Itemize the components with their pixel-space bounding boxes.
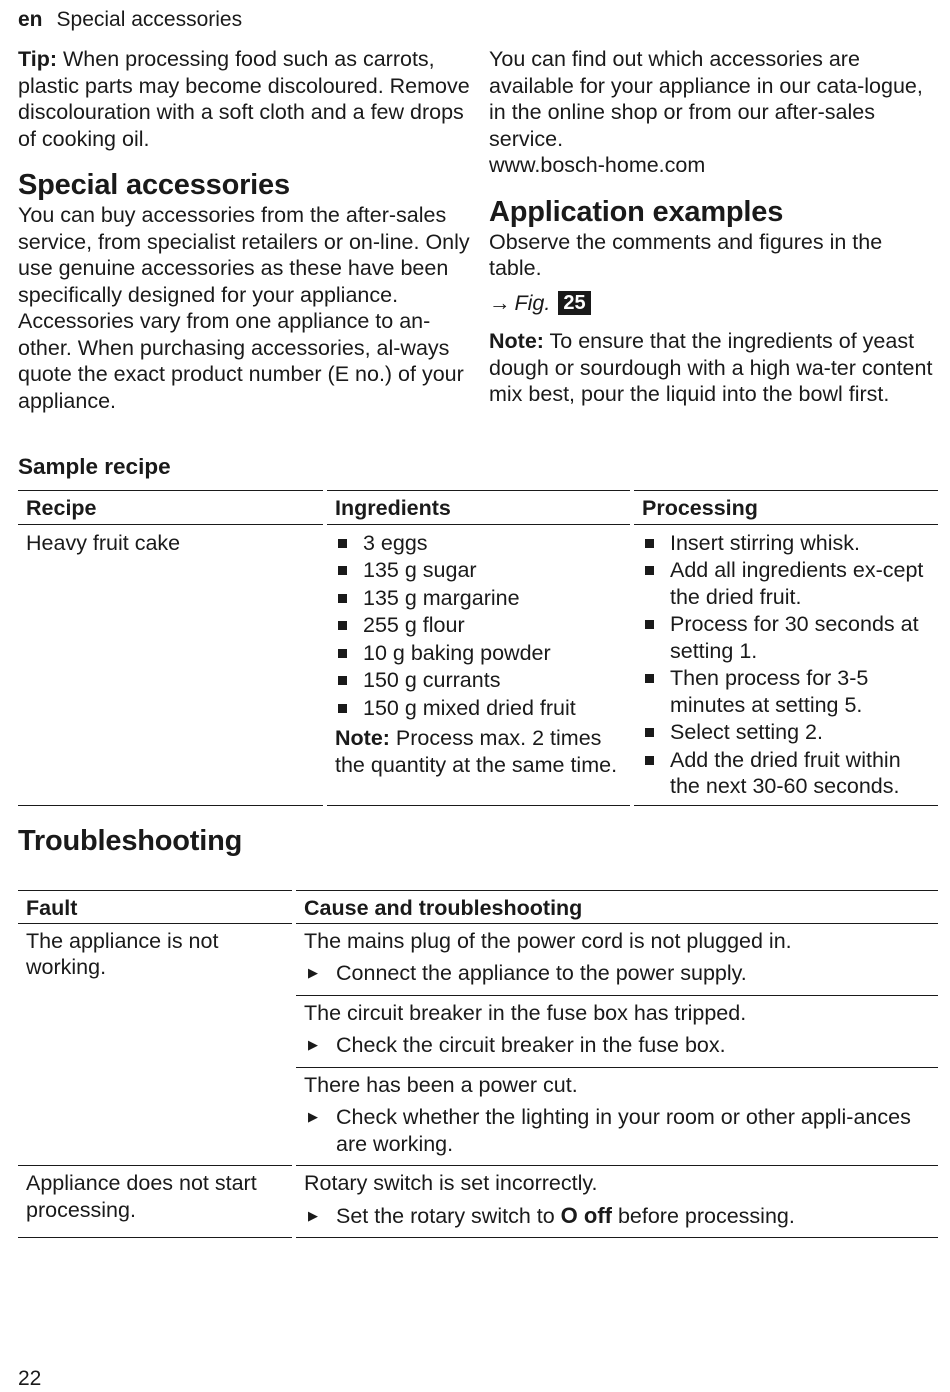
troubleshooting-heading: Troubleshooting — [18, 825, 243, 857]
tip-label: Tip: — [18, 47, 58, 71]
list-item: 10 g baking powder — [335, 640, 622, 667]
language-tag: en — [18, 8, 43, 31]
header-section: Special accessories — [56, 8, 243, 31]
special-accessories-heading: Special accessories — [18, 169, 290, 201]
action-text-pre: Set the rotary switch to — [336, 1203, 561, 1228]
action-text: Check whether the lighting in your room or other appli-ances are working. — [336, 1105, 911, 1156]
list-item: Add the dried fruit within the next 30-60 seconds. — [642, 747, 930, 800]
page-header — [18, 8, 242, 32]
cause-text: Rotary switch is set incorrectly. — [304, 1171, 598, 1195]
arrow-right-icon: → — [489, 290, 511, 315]
action-text: Connect the appliance to the power supply. — [336, 961, 747, 985]
triangle-bullet-icon: ▶ — [308, 1109, 318, 1124]
left-column — [18, 46, 470, 414]
fault-cell: The appliance is not working. — [18, 923, 294, 1166]
cause-cell — [294, 1067, 938, 1166]
sample-recipe-table — [18, 490, 938, 806]
action-item — [304, 1203, 930, 1230]
action-item — [304, 1032, 930, 1059]
list-item: 255 g flour — [335, 612, 622, 639]
note-paragraph — [489, 328, 935, 408]
list-item: 150 g currants — [335, 667, 622, 694]
triangle-bullet-icon: ▶ — [308, 1037, 318, 1052]
list-item: Then process for 3-5 minutes at setting 5. — [642, 665, 930, 718]
list-item: Select setting 2. — [642, 719, 930, 746]
header-cause: Cause and troubleshooting — [294, 891, 938, 924]
header-fault: Fault — [18, 891, 294, 924]
special-paragraph-1: You can buy accessories from the after-sales service, from specialist retailers or on-line. Only use genuine accessories as these have been specifically designed for your appliance. — [18, 203, 470, 307]
table-header-row — [18, 491, 938, 525]
action-item — [304, 1104, 930, 1157]
catalogue-paragraph: You can find out which accessories are available for your appliance in our cata-logue, in the online shop or from our after-sales service. — [489, 47, 923, 151]
off-setting-symbol: O off — [560, 1202, 612, 1228]
note-text: Process max. 2 times the quantity at the same time. — [335, 726, 618, 777]
action-text: Check the circuit breaker in the fuse box. — [336, 1033, 726, 1057]
processing-list — [642, 530, 930, 800]
table-row — [18, 524, 938, 805]
triangle-bullet-icon: ▶ — [308, 1207, 318, 1223]
list-item: Insert stirring whisk. — [642, 530, 930, 557]
ingredients-list — [335, 530, 622, 722]
header-processing: Processing — [632, 491, 938, 525]
website-link[interactable]: www.bosch-home.com — [489, 153, 706, 177]
note-text: To ensure that the ingredients of yeast dough or sourdough with a high wa-ter content mix best, pour the liquid into the bowl first. — [489, 329, 933, 406]
note-label: Note: — [489, 329, 544, 353]
action-item — [304, 960, 930, 987]
list-item: 135 g sugar — [335, 557, 622, 584]
figure-number-badge: 25 — [558, 291, 590, 315]
tip-text: When processing food such as carrots, plastic parts may become discoloured. Remove discolouration with a soft cloth and a few drops of cooking oil. — [18, 47, 470, 151]
list-item: Process for 30 seconds at setting 1. — [642, 611, 930, 664]
table-row — [18, 1166, 938, 1238]
processing-cell — [632, 524, 938, 805]
cause-text: The circuit breaker in the fuse box has tripped. — [304, 1000, 747, 1025]
cause-cell — [294, 995, 938, 1067]
header-ingredients: Ingredients — [325, 491, 632, 525]
sample-recipe-heading: Sample recipe — [18, 454, 171, 479]
list-item: Add all ingredients ex-cept the dried fruit. — [642, 557, 930, 610]
page-number: 22 — [18, 1367, 42, 1390]
tip-paragraph — [18, 46, 470, 152]
list-item: 3 eggs — [335, 530, 622, 557]
special-paragraph-2: Accessories vary from one appliance to an-other. When purchasing accessories, al-ways quote the exact product number (E no.) of your appliance. — [18, 309, 464, 413]
action-text — [336, 1203, 795, 1230]
application-examples-heading: Application examples — [489, 195, 784, 228]
figure-reference — [489, 290, 935, 317]
list-item: 150 g mixed dried fruit — [335, 695, 622, 722]
table-header-row — [18, 891, 938, 924]
cause-cell — [294, 923, 938, 995]
recipe-name: Heavy fruit cake — [18, 524, 325, 805]
fig-label: Fig. — [514, 290, 551, 315]
cause-text: There has been a power cut. — [304, 1072, 578, 1097]
cause-cell — [294, 1166, 938, 1238]
header-recipe: Recipe — [18, 491, 325, 525]
list-item: 135 g margarine — [335, 585, 622, 612]
triangle-bullet-icon: ▶ — [308, 965, 318, 980]
right-column — [489, 46, 935, 408]
ingredients-cell — [325, 524, 632, 805]
fault-cell: Appliance does not start processing. — [18, 1166, 294, 1238]
note-label: Note: — [335, 726, 390, 750]
troubleshooting-table — [18, 890, 938, 1238]
action-text-post: before processing. — [611, 1203, 795, 1228]
recipe-note — [335, 725, 622, 778]
table-row — [18, 923, 938, 995]
cause-text: The mains plug of the power cord is not plugged in. — [304, 928, 792, 953]
application-paragraph: Observe the comments and figures in the table. — [489, 229, 883, 280]
